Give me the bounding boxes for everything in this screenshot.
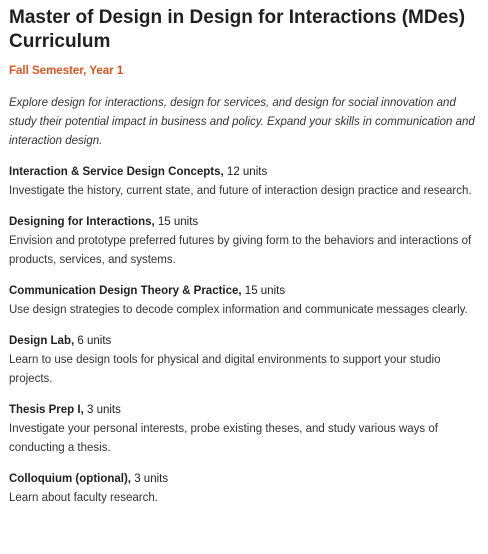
course-name: Design Lab, (9, 335, 75, 347)
intro-paragraph: Explore design for interactions, design for services, and design for social innovation and study their potential impact in business and policy. Expand your skills in communication and interaction design. (9, 97, 475, 147)
course-units: 3 units (83, 404, 121, 416)
course-name: Interaction & Service Design Concepts, (9, 166, 224, 178)
course-description: Learn about faculty research. (9, 492, 158, 504)
course-description: Learn to use design tools for physical and digital environments to support your studio projects. (9, 354, 441, 385)
course-description: Investigate the history, current state, and future of interaction design practice and research. (9, 185, 472, 197)
course-item (9, 163, 480, 201)
course-heading (9, 332, 480, 351)
course-units: 3 units (131, 473, 169, 485)
course-item (9, 332, 480, 389)
course-description: Envision and prototype preferred futures by giving form to the behaviors and interactions of products, services, and systems. (9, 235, 472, 266)
course-heading (9, 163, 480, 182)
course-name: Colloquium (optional), (9, 473, 132, 485)
course-name: Designing for Interactions, (9, 216, 155, 228)
page-title: Master of Design in Design for Interactions (MDes) Curriculum (9, 7, 466, 52)
course-description: Use design strategies to decode complex information and communicate messages clearly. (9, 304, 468, 316)
course-name: Thesis Prep I, (9, 404, 84, 416)
course-item (9, 470, 480, 508)
semester-heading: Fall Semester, Year 1 (9, 65, 124, 77)
course-item (9, 213, 480, 270)
course-units: 6 units (74, 335, 112, 347)
course-description: Investigate your personal interests, probe existing theses, and study various ways of conducting a thesis. (9, 423, 438, 454)
course-heading (9, 213, 480, 232)
course-item (9, 282, 480, 320)
course-units: 15 units (154, 216, 199, 228)
course-item (9, 401, 480, 458)
course-heading (9, 470, 480, 489)
course-heading (9, 401, 480, 420)
course-name: Communication Design Theory & Practice, (9, 285, 242, 297)
course-units: 12 units (223, 166, 268, 178)
course-heading (9, 282, 480, 301)
course-units: 15 units (241, 285, 286, 297)
